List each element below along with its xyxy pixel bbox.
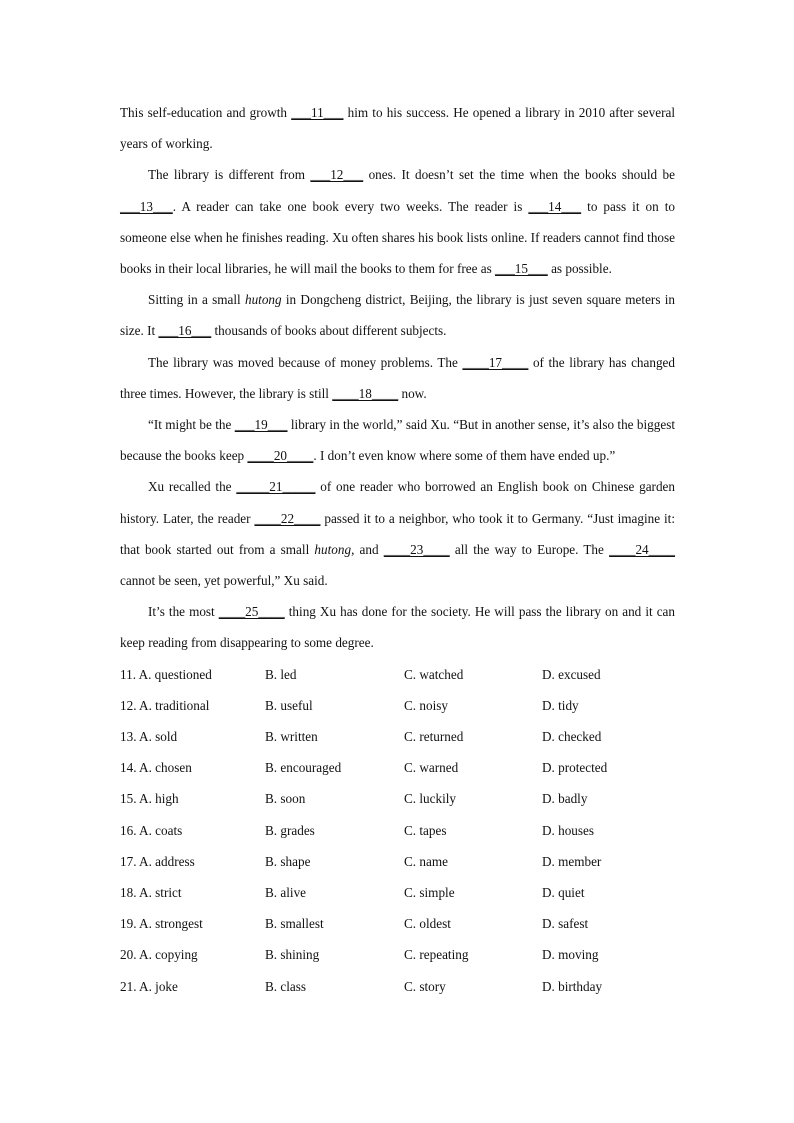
text-run: The library is different from [148, 167, 311, 183]
text-run: now. [398, 385, 427, 401]
paragraph [120, 159, 675, 284]
question-option: D. birthday [542, 978, 603, 994]
paragraph [120, 347, 675, 409]
question-option: D. safest [542, 916, 589, 932]
question-option: D. moving [542, 947, 599, 963]
question-option: C. watched [404, 666, 464, 682]
question-option-a: 20. A. copying [120, 947, 198, 963]
text-run: Xu recalled the [148, 479, 237, 495]
text-run: of the library has changed three times. However, the library is still [120, 354, 676, 401]
text-run: to pass it on to someone else when he finishes reading. Xu often shares his book lists online. If readers cannot find those books in their local libraries, he will mail the books to them for free as [120, 198, 675, 277]
italic-word: hutong [244, 292, 282, 308]
paragraph [120, 284, 675, 346]
question-option: B. encouraged [265, 760, 342, 776]
question-option: D. quiet [542, 884, 585, 900]
italic-word: hutong [314, 541, 352, 557]
text-run: The library was moved because of money problems. The [148, 354, 463, 370]
answer-blank: ____18____ [332, 385, 399, 401]
paragraph [120, 471, 675, 596]
cloze-passage [120, 97, 675, 659]
option-row [120, 908, 675, 939]
question-option-a: 17. A. address [120, 853, 195, 869]
answer-blank: ___16___ [158, 323, 212, 339]
question-option-a: 13. A. sold [120, 729, 178, 745]
question-option: B. alive [265, 884, 307, 900]
document-page [120, 97, 675, 1002]
option-row [120, 939, 675, 970]
text-run: “It might be the [148, 417, 235, 433]
question-option: B. grades [265, 822, 315, 838]
question-option: C. name [404, 853, 448, 869]
paragraph [120, 596, 675, 658]
answer-blank: ___14___ [528, 198, 582, 214]
text-run: Sitting in a small [148, 292, 245, 308]
option-row [120, 690, 675, 721]
text-run: him to his success. He opened a library in 2010 after several years of working. [120, 105, 675, 152]
text-run: in Dongcheng district, Beijing, the library is just seven square meters in size. It [120, 292, 675, 339]
answer-blank: ____24____ [609, 541, 675, 557]
option-row [120, 846, 675, 877]
question-option: B. shining [265, 947, 320, 963]
text-run: all the way to Europe. The [449, 541, 610, 557]
question-option: B. useful [265, 697, 313, 713]
question-option: C. story [404, 978, 446, 994]
question-option-a: 11. A. questioned [120, 666, 212, 682]
question-option: C. oldest [404, 916, 451, 932]
text-run: library in the world,” said Xu. “But in another sense, it’s also the biggest because the books keep [120, 417, 675, 464]
option-row [120, 877, 675, 908]
question-option: D. checked [542, 729, 602, 745]
question-option: D. excused [542, 666, 601, 682]
paragraph [120, 97, 675, 159]
text-run: thousands of books about different subjects. [211, 323, 447, 339]
text-run: as possible. [547, 261, 612, 277]
question-option: C. noisy [404, 697, 448, 713]
paragraph [120, 409, 675, 471]
question-option: B. written [265, 729, 318, 745]
answer-blank: _____21_____ [236, 479, 316, 495]
question-option-a: 21. A. joke [120, 978, 178, 994]
answer-blank: ____25____ [218, 604, 285, 620]
answer-blank: ___11___ [291, 105, 344, 120]
answer-blank: ___12___ [310, 167, 364, 183]
text-run: It’s the most [148, 604, 219, 620]
question-option: C. luckily [404, 791, 457, 807]
question-option: B. soon [265, 791, 306, 807]
question-option-a: 12. A. traditional [120, 697, 210, 713]
question-option: C. tapes [404, 822, 447, 838]
question-option: B. class [265, 978, 307, 994]
question-option: D. houses [542, 822, 595, 838]
answer-blank: ____20____ [247, 448, 314, 464]
answer-blank: ___19___ [234, 417, 288, 433]
question-option: C. warned [404, 760, 459, 776]
question-option: D. member [542, 853, 602, 869]
answer-blank: ____17____ [462, 354, 529, 370]
option-row [120, 971, 675, 1002]
question-option-a: 15. A. high [120, 791, 179, 807]
question-option: D. tidy [542, 697, 579, 713]
question-option-a: 18. A. strict [120, 884, 182, 900]
question-option: D. protected [542, 760, 608, 776]
question-option: D. badly [542, 791, 588, 807]
question-option-a: 16. A. coats [120, 822, 183, 838]
question-option: B. shape [265, 853, 311, 869]
text-run: This self-education and growth [120, 105, 292, 120]
answer-blank: ____22____ [254, 510, 321, 526]
option-row [120, 783, 675, 814]
text-run: thing Xu has done for the society. He will pass the library on and it can keep reading from disappearing to some degree. [120, 604, 676, 651]
text-run: . A reader can take one book every two weeks. The reader is [172, 198, 529, 214]
question-option: C. repeating [404, 947, 469, 963]
text-run: ones. It doesn’t set the time when the books should be [363, 167, 676, 183]
question-option: C. simple [404, 884, 455, 900]
option-row [120, 721, 675, 752]
question-option-a: 19. A. strongest [120, 916, 203, 932]
question-option: B. led [265, 666, 297, 682]
text-run: cannot be seen, yet powerful,” Xu said. [120, 573, 328, 589]
text-run: . I don’t even know where some of them have ended up.” [313, 448, 616, 464]
question-option: C. returned [404, 729, 464, 745]
option-row [120, 815, 675, 846]
answer-blank: ___13___ [120, 198, 173, 214]
text-run: , and [351, 541, 384, 557]
text-run: passed it to a neighbor, who took it to Germany. “Just imagine it: that book started out from a small [120, 510, 675, 557]
answer-blank: ____23____ [383, 541, 450, 557]
text-run: of one reader who borrowed an English book on Chinese garden history. Later, the reader [120, 479, 675, 526]
answer-blank: ___15___ [495, 261, 548, 277]
question-option: B. smallest [265, 916, 324, 932]
question-option-a: 14. A. chosen [120, 760, 192, 776]
answer-options [120, 659, 675, 1002]
option-row [120, 659, 675, 690]
option-row [120, 752, 675, 783]
